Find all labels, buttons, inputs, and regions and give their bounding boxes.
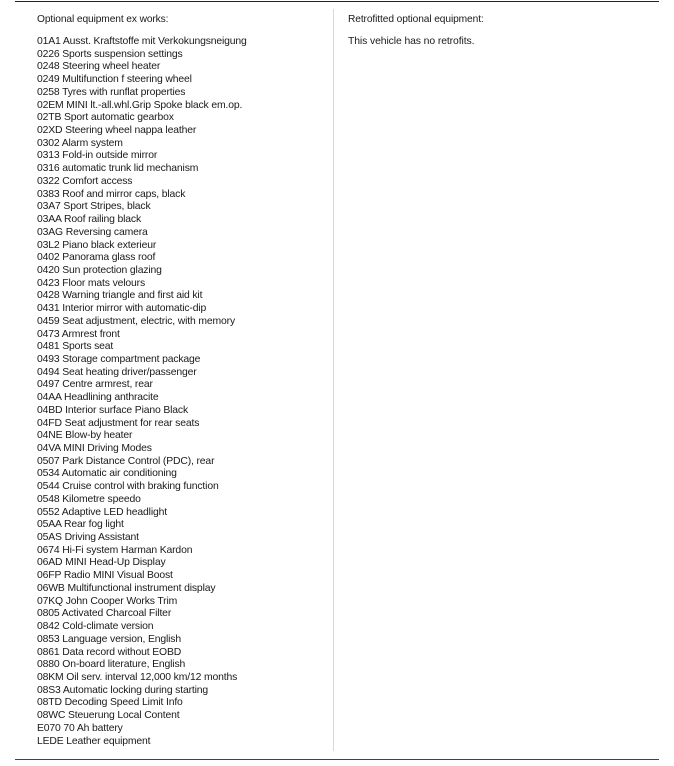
equipment-code: 0507 (37, 455, 60, 467)
equipment-item (37, 316, 327, 329)
equipment-item (37, 443, 327, 456)
equipment-code: 0494 (37, 366, 60, 378)
equipment-code: LEDE (37, 735, 64, 747)
equipment-description: On-board literature, English (62, 659, 186, 671)
equipment-item (37, 379, 327, 392)
equipment-item (37, 532, 327, 545)
equipment-item (37, 481, 327, 494)
equipment-description: 70 Ah battery (63, 722, 123, 734)
equipment-code: 07KQ (37, 595, 63, 607)
equipment-description: Panorama glass roof (62, 252, 156, 264)
equipment-description: Oil serv. interval 12,000 km/12 months (66, 671, 238, 683)
equipment-item (37, 545, 327, 558)
equipment-code: 0258 (37, 86, 60, 98)
equipment-description: Centre armrest, rear (62, 379, 153, 391)
equipment-description: Storage compartment package (62, 353, 201, 365)
equipment-item (37, 570, 327, 583)
equipment-item (37, 176, 327, 189)
equipment-item (37, 87, 327, 100)
retrofitted-note: This vehicle has no retrofits. (348, 36, 475, 47)
equipment-code: 0805 (37, 608, 60, 620)
ex-works-column (37, 14, 327, 748)
equipment-code: 0473 (37, 328, 60, 340)
equipment-item (37, 329, 327, 342)
equipment-description: Language version, English (62, 633, 181, 645)
equipment-item (37, 583, 327, 596)
equipment-code: 0249 (37, 74, 60, 86)
ex-works-heading: Optional equipment ex works: (37, 14, 169, 25)
equipment-code: 0548 (37, 493, 60, 505)
equipment-code: 03L2 (37, 239, 60, 251)
equipment-item (37, 74, 327, 87)
equipment-description: Sports seat (62, 341, 114, 353)
equipment-description: Multifunction f steering wheel (62, 74, 192, 86)
equipment-code: 03A7 (37, 201, 61, 213)
equipment-description: Interior mirror with automatic-dip (62, 303, 207, 315)
equipment-description: Steering wheel nappa leather (65, 125, 197, 137)
equipment-item (37, 456, 327, 469)
equipment-item (37, 659, 327, 672)
equipment-description: MINI Driving Modes (63, 443, 152, 454)
equipment-code: 05AA (37, 519, 62, 531)
equipment-item (37, 100, 327, 113)
equipment-description: Park Distance Control (PDC), rear (62, 455, 215, 467)
equipment-description: Sun protection glazing (62, 264, 162, 276)
equipment-description: John Cooper Works Trim (65, 595, 178, 607)
equipment-code: 02EM (37, 99, 64, 111)
equipment-description: Reversing camera (65, 226, 148, 238)
equipment-code: 0842 (37, 621, 60, 633)
equipment-description: Sport Stripes, black (63, 201, 151, 213)
equipment-code: 04AA (37, 392, 62, 404)
equipment-item (37, 341, 327, 354)
equipment-code: 04FD (37, 417, 62, 429)
equipment-code: 0481 (37, 341, 60, 353)
equipment-description: Rear fog light (64, 519, 124, 531)
equipment-code: 04NE (37, 430, 63, 442)
equipment-description: Tyres with runflat properties (62, 86, 186, 98)
equipment-code: 0322 (37, 175, 60, 187)
equipment-description: automatic trunk lid mechanism (62, 163, 199, 175)
equipment-description: Floor mats velours (62, 277, 146, 289)
equipment-description: Kilometre speedo (62, 493, 141, 505)
equipment-code: 02XD (37, 125, 63, 137)
equipment-description: Steuerung Local Content (68, 710, 180, 722)
equipment-description: Fold-in outside mirror (62, 150, 158, 162)
equipment-item (37, 736, 327, 749)
equipment-code: 0497 (37, 379, 60, 391)
equipment-description: Sports suspension settings (62, 48, 183, 60)
equipment-item (37, 723, 327, 736)
equipment-item (37, 710, 327, 723)
equipment-item (37, 621, 327, 634)
equipment-description: Driving Assistant (64, 532, 139, 544)
equipment-item (37, 557, 327, 570)
top-rule (15, 1, 659, 2)
equipment-description: Cold-climate version (62, 621, 154, 633)
equipment-item (37, 405, 327, 418)
equipment-code: 03AA (37, 214, 62, 226)
equipment-description: MINI lt.-all.whl.Grip Spoke black em.op. (66, 99, 243, 111)
equipment-code: 06WB (37, 582, 65, 594)
equipment-item (37, 36, 327, 49)
equipment-description: Sport automatic gearbox (64, 112, 174, 124)
equipment-description: Leather equipment (66, 735, 151, 747)
equipment-item (37, 418, 327, 431)
equipment-description: Blow-by heater (65, 430, 133, 442)
equipment-description: Piano black exterieur (62, 239, 157, 251)
equipment-code: 0880 (37, 659, 60, 671)
equipment-item (37, 303, 327, 316)
equipment-item (37, 519, 327, 532)
equipment-item (37, 697, 327, 710)
equipment-item (37, 265, 327, 278)
equipment-code: 08TD (37, 697, 62, 709)
equipment-item (37, 214, 327, 227)
bottom-rule (15, 759, 659, 760)
equipment-item (37, 163, 327, 176)
ex-works-list (37, 36, 327, 748)
equipment-description: Steering wheel heater (62, 61, 161, 73)
equipment-code: 06AD (37, 557, 63, 569)
equipment-code: 0431 (37, 303, 60, 315)
equipment-description: Activated Charcoal Filter (61, 608, 172, 620)
equipment-description: Comfort access (62, 175, 133, 187)
equipment-code: 0459 (37, 315, 60, 327)
equipment-code: 0493 (37, 353, 60, 365)
equipment-item (37, 367, 327, 380)
equipment-description: Warning triangle and first aid kit (62, 290, 203, 302)
equipment-description: Decoding Speed Limit Info (64, 697, 183, 709)
equipment-code: 0853 (37, 633, 60, 645)
equipment-code: 0316 (37, 163, 60, 175)
equipment-description: Armrest front (61, 328, 120, 340)
equipment-item (37, 290, 327, 303)
equipment-item (37, 685, 327, 698)
equipment-item (37, 61, 327, 74)
equipment-code: 0552 (37, 506, 60, 518)
equipment-code: 04VA (37, 443, 61, 454)
equipment-description: Multifunctional instrument display (67, 582, 216, 594)
equipment-item (37, 507, 327, 520)
equipment-description: Automatic locking during starting (62, 684, 209, 696)
equipment-code: 01A1 (37, 36, 61, 47)
equipment-item (37, 189, 327, 202)
equipment-description: Automatic air conditioning (61, 468, 177, 480)
equipment-code: 0423 (37, 277, 60, 289)
equipment-item (37, 138, 327, 151)
equipment-item (37, 672, 327, 685)
equipment-description: Roof and mirror caps, black (62, 188, 186, 200)
equipment-code: 0383 (37, 188, 60, 200)
equipment-code: E070 (37, 722, 61, 734)
equipment-code: 08S3 (37, 684, 61, 696)
equipment-description: Headlining anthracite (64, 392, 159, 404)
equipment-item (37, 354, 327, 367)
equipment-code: 0544 (37, 481, 60, 493)
equipment-code: 0861 (37, 646, 60, 658)
equipment-description: Data record without EOBD (62, 646, 182, 658)
equipment-item (37, 112, 327, 125)
equipment-code: 03AG (37, 226, 63, 238)
equipment-code: 0313 (37, 150, 60, 162)
equipment-item (37, 596, 327, 609)
equipment-code: 0402 (37, 252, 60, 264)
equipment-description: Seat adjustment for rear seats (64, 417, 200, 429)
equipment-item (37, 608, 327, 621)
equipment-code: 08WC (37, 710, 66, 722)
equipment-item (37, 647, 327, 660)
equipment-description: Radio MINI Visual Boost (63, 570, 173, 582)
equipment-description: Ausst. Kraftstoffe mit Verkokungsneigung (62, 36, 247, 47)
equipment-item (37, 430, 327, 443)
equipment-code: 0534 (37, 468, 60, 480)
equipment-code: 0420 (37, 264, 60, 276)
equipment-item (37, 227, 327, 240)
equipment-item (37, 49, 327, 62)
equipment-code: 04BD (37, 404, 63, 416)
equipment-description: Adaptive LED headlight (61, 506, 167, 518)
equipment-item (37, 392, 327, 405)
equipment-item (37, 150, 327, 163)
equipment-code: 02TB (37, 112, 62, 124)
equipment-item (37, 278, 327, 291)
equipment-item (37, 252, 327, 265)
equipment-item (37, 125, 327, 138)
equipment-description: Seat heating driver/passenger (62, 366, 197, 378)
equipment-code: 06FP (37, 570, 62, 582)
equipment-item (37, 494, 327, 507)
equipment-code: 0248 (37, 61, 60, 73)
equipment-description: MINI Head-Up Display (65, 557, 166, 569)
column-divider (333, 9, 334, 751)
equipment-description: Seat adjustment, electric, with memory (62, 315, 236, 327)
equipment-code: 0226 (37, 48, 60, 60)
equipment-description: Roof railing black (64, 214, 142, 226)
equipment-description: Cruise control with braking function (62, 481, 219, 493)
equipment-description: Interior surface Piano Black (65, 404, 189, 416)
equipment-code: 0674 (37, 544, 60, 556)
equipment-item (37, 634, 327, 647)
equipment-code: 05AS (37, 532, 62, 544)
equipment-item (37, 201, 327, 214)
equipment-item (37, 240, 327, 253)
equipment-code: 0428 (37, 290, 60, 302)
equipment-description: Alarm system (61, 137, 123, 149)
equipment-code: 08KM (37, 671, 64, 683)
equipment-code: 0302 (37, 137, 60, 149)
equipment-item (37, 468, 327, 481)
retrofitted-column (348, 14, 658, 49)
retrofitted-heading: Retrofitted optional equipment: (348, 14, 484, 25)
equipment-description: Hi-Fi system Harman Kardon (62, 544, 193, 556)
